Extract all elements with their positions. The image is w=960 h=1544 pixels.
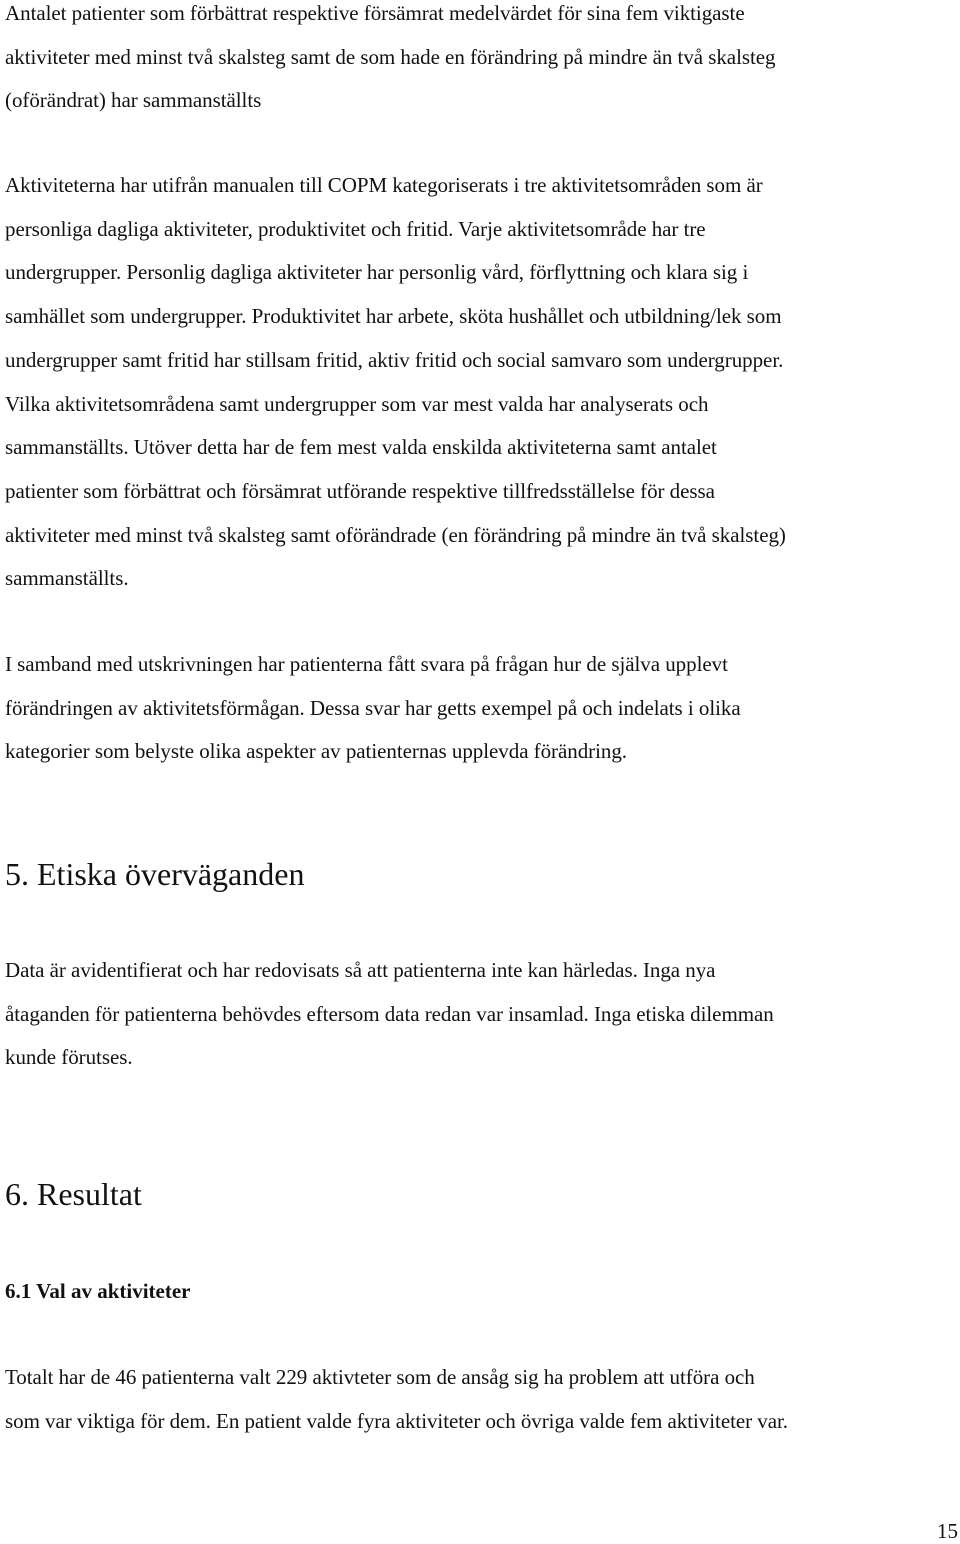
text-line: Totalt har de 46 patienterna valt 229 aktivteter som de ansåg sig ha problem att utföra och bbox=[5, 1365, 755, 1389]
text-line: undergrupper samt fritid har stillsam fritid, aktiv fritid och social samvaro som undergrupper. bbox=[5, 347, 784, 372]
text-line: Antalet patienter som förbättrat respektive försämrat medelvärdet för sina fem viktigaste bbox=[5, 1, 745, 25]
text-line: (oförändrat) har sammanställts bbox=[5, 88, 262, 113]
page-number: 15 bbox=[937, 1519, 958, 1543]
text-line: undergrupper. Personlig dagliga aktiviteter har personlig vård, förflyttning och klara sig i bbox=[5, 260, 749, 285]
section-heading-ethics: 5. Etiska överväganden bbox=[5, 856, 305, 892]
text-line: I samband med utskrivningen har patienterna fått svara på frågan hur de själva upplevt bbox=[5, 652, 728, 676]
text-line: Vilka aktivitetsområdena samt undergrupper som var mest valda har analyserats och bbox=[5, 391, 709, 416]
paragraph-summary-method bbox=[5, 0, 957, 123]
subsection-heading-activity-choice: 6.1 Val av aktiviteter bbox=[5, 1279, 191, 1303]
paragraph-activity-categories bbox=[5, 164, 957, 601]
text-line: kunde förutses. bbox=[5, 1045, 133, 1070]
paragraph-ethics bbox=[5, 949, 957, 1080]
section-heading-results: 6. Resultat bbox=[5, 1176, 142, 1212]
text-line: åtaganden för patienterna behövdes eftersom data redan var insamlad. Inga etiska dilemman bbox=[5, 1001, 774, 1026]
text-line: aktiviteter med minst två skalsteg samt de som hade en förändring på mindre än två skalsteg bbox=[5, 44, 776, 69]
paragraph-discharge-question bbox=[5, 643, 957, 774]
text-line: samhället som undergrupper. Produktivitet har arbete, sköta hushållet och utbildning/lek som bbox=[5, 304, 782, 329]
text-line: Data är avidentifierat och har redovisats så att patienterna inte kan härledas. Inga nya bbox=[5, 958, 716, 982]
text-line: kategorier som belyste olika aspekter av patienternas upplevda förändring. bbox=[5, 739, 627, 764]
text-line: personliga dagliga aktiviteter, produktivitet och fritid. Varje aktivitetsområde har tre bbox=[5, 216, 706, 241]
text-line: sammanställts. bbox=[5, 566, 129, 591]
text-line: Aktiviteterna har utifrån manualen till COPM kategoriserats i tre aktivitetsområden som är bbox=[5, 173, 763, 197]
text-line: aktiviteter med minst två skalsteg samt oförändrade (en förändring på mindre än två skalsteg) bbox=[5, 522, 786, 547]
paragraph-activity-totals bbox=[5, 1356, 957, 1443]
text-line: sammanställts. Utöver detta har de fem mest valda enskilda aktiviteterna samt antalet bbox=[5, 435, 717, 460]
text-line: patienter som förbättrat och försämrat utförande respektive tillfredsställelse för dessa bbox=[5, 478, 715, 503]
text-line: förändringen av aktivitetsförmågan. Dessa svar har getts exempel på och indelats i olika bbox=[5, 695, 741, 720]
text-line: som var viktiga för dem. En patient valde fyra aktiviteter och övriga valde fem aktiviteter var. bbox=[5, 1408, 788, 1433]
